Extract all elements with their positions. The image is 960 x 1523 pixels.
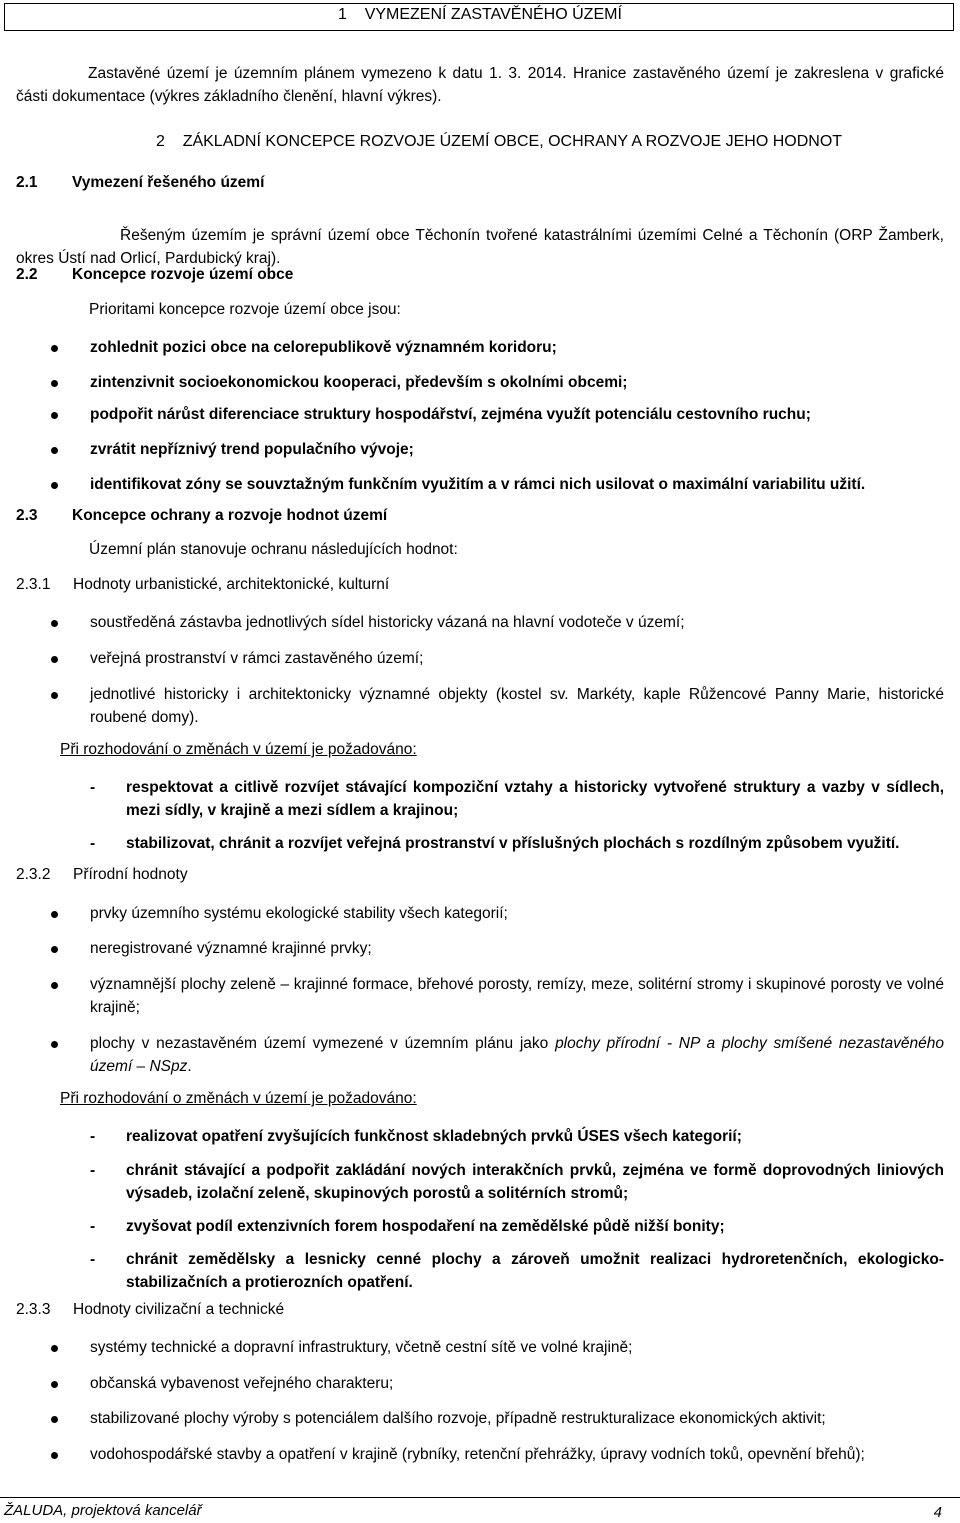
- dash-marker: -: [90, 1128, 96, 1145]
- list-item: stabilizované plochy výroby s potenciálem dalšího rozvoje, případně restrukturalizace ekonomických aktivit;: [90, 1410, 826, 1427]
- section-2-2-title: Koncepce rozvoje území obce: [72, 266, 294, 283]
- section-2-1-heading: [16, 174, 264, 192]
- dash-marker: -: [90, 1218, 96, 1235]
- section-2-2-number: 2.2: [16, 266, 38, 283]
- bullet-icon: [51, 1452, 58, 1459]
- list-item-italic-text: plochy přírodní - NP a plochy smíšené nezastavěného území – NSpz: [90, 1035, 944, 1075]
- bullet-icon: [51, 1381, 58, 1388]
- section-2-3-3-number: 2.3.3: [16, 1301, 51, 1318]
- requirements-heading: Při rozhodování o změnách v území je požadováno:: [60, 741, 417, 758]
- section-2-3-2-heading: [16, 866, 188, 884]
- section-2-1-title: Vymezení řešeného území: [72, 174, 265, 191]
- dash-marker: -: [90, 1162, 96, 1179]
- section-2-number: 2: [156, 133, 165, 150]
- section-2-2-intro: Prioritami koncepce rozvoje území obce jsou:: [89, 301, 401, 318]
- section-1-heading: [338, 6, 622, 24]
- bullet-icon: [51, 1416, 58, 1423]
- list-item: podpořit nárůst diferenciace struktury hospodářství, zejména využít potenciálu cestovního ruchu;: [90, 406, 811, 423]
- requirement-item: zvyšovat podíl extenzivních forem hospodaření na zemědělské půdě nižší bonity;: [126, 1218, 725, 1235]
- requirement-item: chránit zemědělsky a lesnicky cenné plochy a zároveň umožnit realizaci hydroretenčních, ekologicko-stabilizačních a protierozních opatření.: [126, 1251, 944, 1291]
- section-2-3-1-heading: [16, 576, 389, 594]
- list-item: občanská vybavenost veřejného charakteru;: [90, 1375, 394, 1392]
- list-item: prvky územního systému ekologické stability všech kategorií;: [90, 905, 508, 922]
- section-2-title: ZÁKLADNÍ KONCEPCE ROZVOJE ÚZEMÍ OBCE, OCHRANY A ROZVOJE JEHO HODNOT: [182, 133, 843, 150]
- dash-marker: -: [90, 835, 96, 852]
- footer-divider: [0, 1497, 960, 1498]
- page-number: 4: [933, 1504, 942, 1521]
- bullet-icon: [51, 946, 58, 953]
- list-item: veřejná prostranství v rámci zastavěného území;: [90, 650, 424, 667]
- list-item: vodohospodářské stavby a opatření v krajině (rybníky, retenční přehrážky, úpravy vodních toků, opevnění břehů);: [90, 1446, 865, 1463]
- bullet-icon: [51, 620, 58, 627]
- section-2-3-title: Koncepce ochrany a rozvoje hodnot území: [72, 507, 388, 524]
- section-2-heading: [156, 133, 842, 151]
- section-1-paragraph: Zastavěné území je územním plánem vymezeno k datu 1. 3. 2014. Hranice zastavěného území je zakreslena v grafické části dokumentace (výkres základního členění, hlavní výkres).: [16, 64, 944, 105]
- bullet-icon: [51, 982, 58, 989]
- bullet-icon: [51, 345, 58, 352]
- list-item: významnější plochy zeleně – krajinné formace, břehové porosty, remízy, meze, solitérní stromy i skupinové porosty ve volné krajině;: [90, 976, 944, 1016]
- dash-marker: -: [90, 1251, 96, 1268]
- section-2-3-1-title: Hodnoty urbanistické, architektonické, kulturní: [73, 576, 390, 593]
- bullet-icon: [51, 692, 58, 699]
- list-item: [90, 1032, 944, 1078]
- dash-marker: -: [90, 779, 96, 796]
- section-1-number: 1: [338, 6, 347, 23]
- list-item-end: .: [187, 1058, 192, 1075]
- requirement-item: respektovat a citlivě rozvíjet stávající kompoziční vztahy a historicky vytvořené struktury a vazby v sídlech, mezi sídly, v krajině a mezi sídlem a krajinou;: [126, 779, 944, 819]
- footer-company: ŽALUDA, projektová kancelář: [4, 1502, 202, 1519]
- section-1-title: VYMEZENÍ ZASTAVĚNÉHO ÚZEMÍ: [364, 6, 622, 23]
- section-2-3-intro: Územní plán stanovuje ochranu následujících hodnot:: [89, 541, 458, 558]
- bullet-icon: [51, 1345, 58, 1352]
- section-2-3-2-number: 2.3.2: [16, 866, 51, 883]
- bullet-icon: [51, 380, 58, 387]
- bullet-icon: [51, 911, 58, 918]
- list-item: systémy technické a dopravní infrastruktury, včetně cestní sítě ve volné krajině;: [90, 1339, 633, 1356]
- list-item: jednotlivé historicky i architektonicky významné objekty (kostel sv. Markéty, kaple Růžencové Panny Marie, historické roubené domy).: [90, 686, 944, 726]
- requirement-item: chránit stávající a podpořit zakládání nových interakčních prvků, zejména ve formě doprovodných liniových výsadeb, izolační zeleně, skupinových porostů a solitérních stromů;: [126, 1162, 944, 1202]
- bullet-icon: [51, 412, 58, 419]
- bullet-icon: [51, 482, 58, 489]
- requirement-item: realizovat opatření zvyšujících funkčnost skladebných prvků ÚSES všech kategorií;: [126, 1128, 742, 1145]
- list-item: identifikovat zóny se souvztažným funkčním využitím a v rámci nich usilovat o maximální variabilitu užití.: [90, 476, 866, 493]
- list-item: zohlednit pozici obce na celorepublikově významném koridoru;: [90, 339, 557, 356]
- section-2-2-heading: [16, 266, 293, 284]
- section-2-1-paragraph: Řešeným územím je správní území obce Těchonín tvořené katastrálními územími Celné a Těchonín (ORP Žamberk, okres Ústí nad Orlicí, Pardubický kraj).: [16, 226, 944, 267]
- bullet-icon: [51, 656, 58, 663]
- section-2-3-3-title: Hodnoty civilizační a technické: [73, 1301, 285, 1318]
- requirements-heading: Při rozhodování o změnách v území je požadováno:: [60, 1090, 417, 1107]
- requirement-item: stabilizovat, chránit a rozvíjet veřejná prostranství v příslušných plochách s rozdílným způsobem využití.: [126, 835, 900, 852]
- section-2-3-number: 2.3: [16, 507, 38, 524]
- bullet-icon: [51, 1041, 58, 1048]
- bullet-icon: [51, 447, 58, 454]
- list-item-text: plochy v nezastavěném území vymezené v územním plánu jako: [90, 1035, 556, 1052]
- list-item: neregistrované významné krajinné prvky;: [90, 940, 372, 957]
- section-2-3-3-heading: [16, 1301, 284, 1319]
- section-2-3-1-number: 2.3.1: [16, 576, 51, 593]
- section-2-3-2-title: Přírodní hodnoty: [73, 866, 188, 883]
- list-item: zvrátit nepříznivý trend populačního vývoje;: [90, 441, 414, 458]
- section-2-3-heading: [16, 507, 387, 525]
- list-item: soustředěná zástavba jednotlivých sídel historicky vázaná na hlavní vodoteče v území;: [90, 614, 685, 631]
- section-2-1-number: 2.1: [16, 174, 38, 191]
- list-item: zintenzivnit socioekonomickou kooperaci, především s okolními obcemi;: [90, 374, 628, 391]
